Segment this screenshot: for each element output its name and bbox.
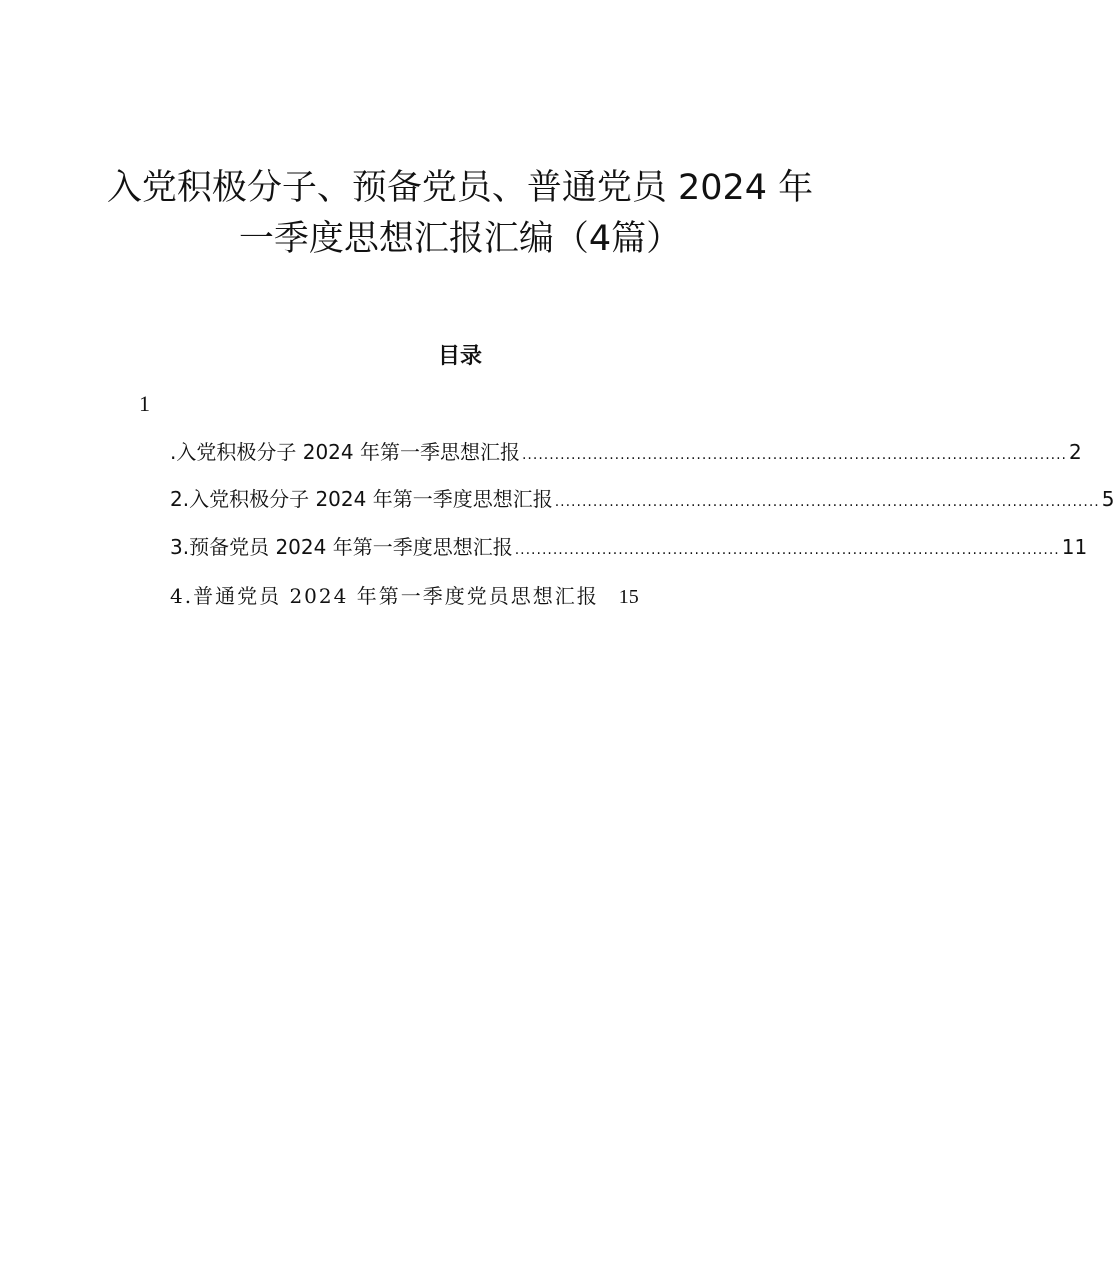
document-title-line-1: 入党积极分子、预备党员、普通党员 2024 年 xyxy=(106,168,814,208)
toc-leader-dots: .................................................................................................... xyxy=(514,542,1060,558)
toc-stray-number: 1 xyxy=(139,391,150,416)
toc-heading: 目录 xyxy=(437,343,482,369)
toc-entry[interactable] xyxy=(170,436,1082,465)
toc-entry-label: 2.入党积极分子 2024 年第一季度思想汇报 xyxy=(170,487,553,511)
toc-entry[interactable] xyxy=(170,531,1088,560)
toc-leader-dots: .................................................................................................... xyxy=(521,447,1068,463)
toc-entry-page: 11 xyxy=(1061,535,1088,559)
toc-entry[interactable] xyxy=(170,483,1114,512)
toc-entry-label: 3.预备党员 2024 年第一季度思想汇报 xyxy=(170,535,513,559)
toc-entry-page: 2 xyxy=(1069,440,1082,464)
toc-entry-page: 5 xyxy=(1101,487,1114,511)
toc-entry-label: 4.普通党员 2024 年第一季度党员思想汇报 xyxy=(170,584,599,608)
toc-leader-dots: .................................................................................................... xyxy=(554,494,1100,510)
toc-entry[interactable] xyxy=(170,580,639,609)
toc-entry-label: .入党积极分子 2024 年第一季思想汇报 xyxy=(170,440,520,464)
document-title-line-2: 一季度思想汇报汇编（4篇） xyxy=(238,219,682,259)
toc-entry-page: 15 xyxy=(618,586,639,608)
